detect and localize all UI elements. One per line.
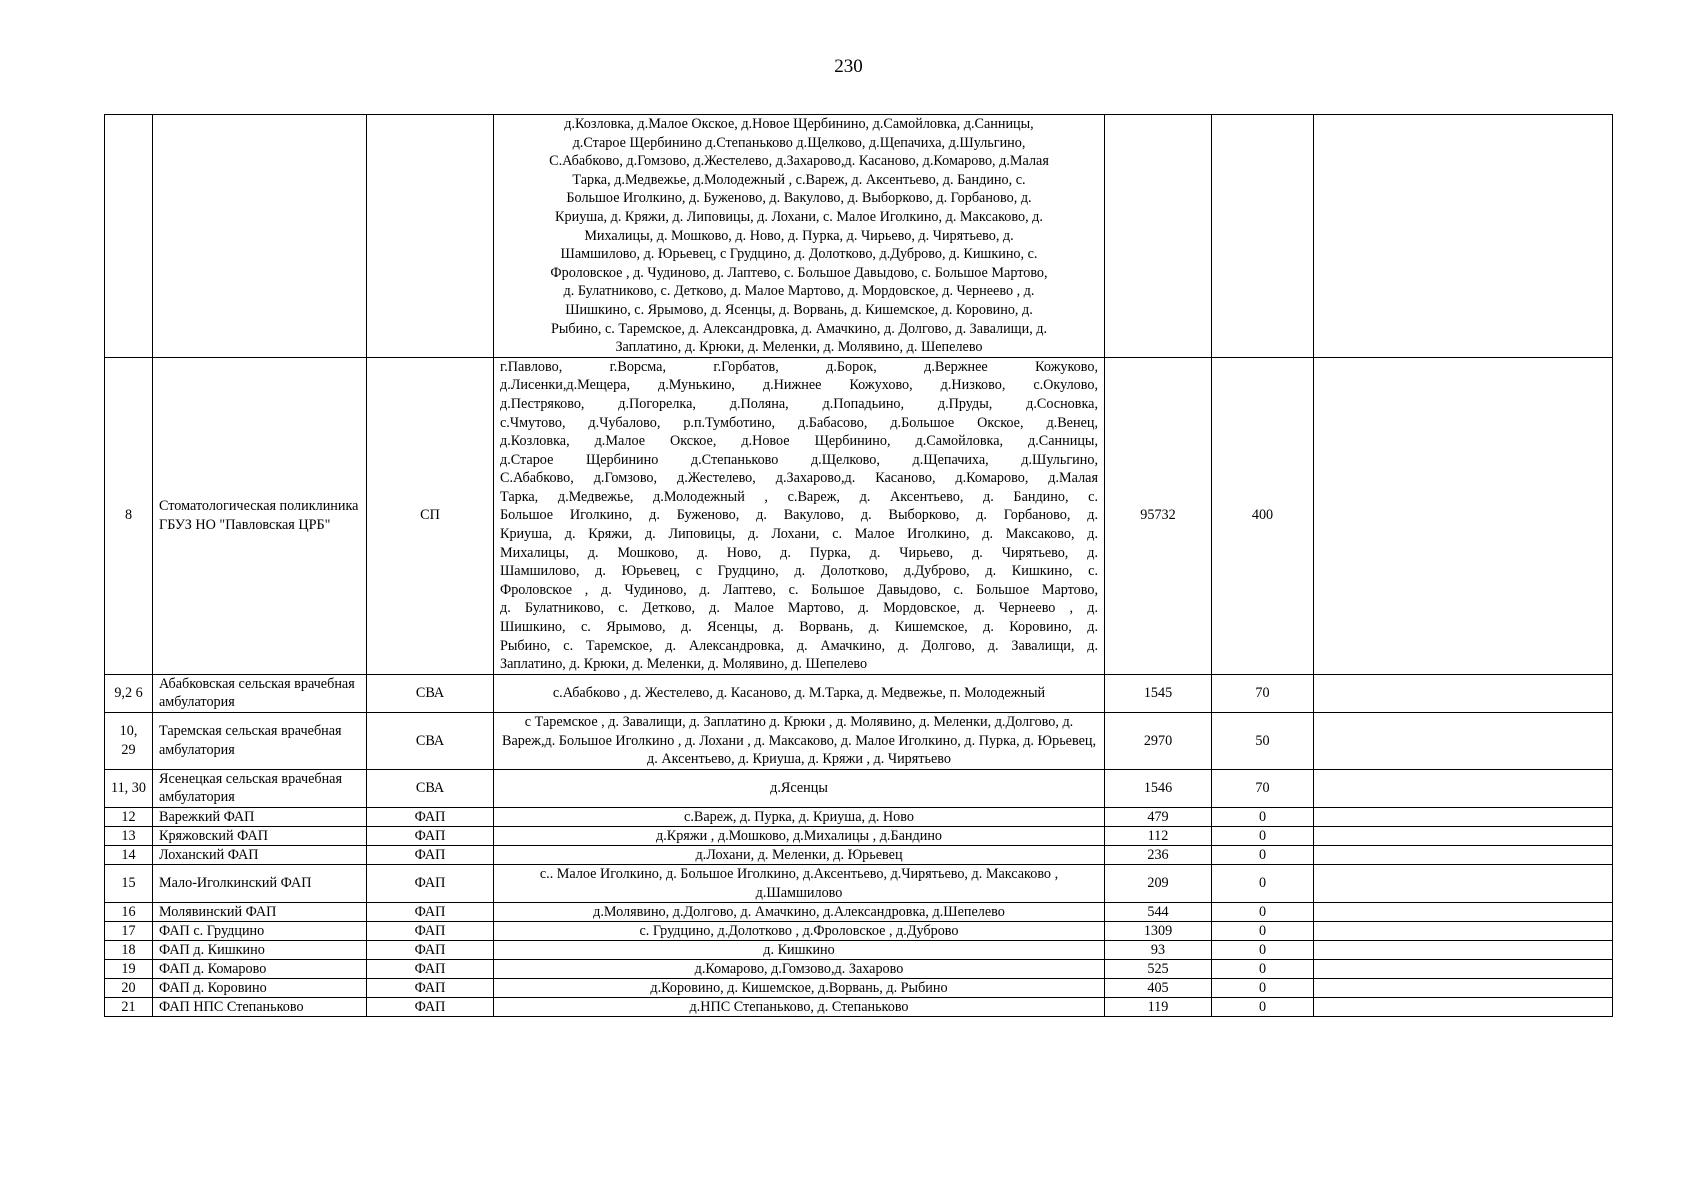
- area-line: д.Пестряково, д.Погорелка, д.Поляна, д.Попадьино, д.Пруды, д.Сосновка,: [500, 395, 1098, 412]
- area-line: д.Старое Щербинино д.Степаньково д.Щелково, д.Щепачиха, д.Шульгино,: [500, 451, 1098, 468]
- area-line: С.Абабково, д.Гомзово, д.Жестелево, д.Захарово,д. Касаново, д.Комарово, д.Малая: [500, 470, 1098, 487]
- cell-population: [1105, 115, 1212, 358]
- cell-note: [1314, 713, 1613, 770]
- cell-area: [494, 115, 1105, 358]
- cell-note: [1314, 864, 1613, 902]
- table-row-8: [105, 357, 1613, 674]
- cell-area: с. Грудцино, д.Долотково , д.Фроловское , д.Дуброво: [494, 922, 1105, 941]
- area-line: Шишкино, с. Ярымово, д. Ясенцы, д. Ворвань, д. Кишемское, д. Коровино, д.: [565, 301, 1033, 318]
- cell-note: [1314, 807, 1613, 826]
- cell-beds: 400: [1212, 357, 1314, 674]
- cell-note: [1314, 998, 1613, 1017]
- cell-type: ФАП: [367, 903, 494, 922]
- area-lines: [500, 358, 1098, 674]
- table-row: [105, 903, 1613, 922]
- cell-type: ФАП: [367, 979, 494, 998]
- cell-name: ФАП д. Комарово: [153, 960, 367, 979]
- cell-name: Ясенецкая сельская врачебная амбулатория: [153, 769, 367, 807]
- cell-population: 405: [1105, 979, 1212, 998]
- cell-note: [1314, 845, 1613, 864]
- area-line: Михалицы, д. Мошково, д. Ново, д. Пурка, д. Чирьево, д. Чирятьево, д.: [500, 544, 1098, 561]
- cell-note: [1314, 903, 1613, 922]
- area-line: д. Булатниково, с. Детково, д. Малое Мартово, д. Мордовское, д. Чернеево , д.: [563, 283, 1035, 300]
- cell-beds: 0: [1212, 998, 1314, 1017]
- table-row: [105, 941, 1613, 960]
- area-line: Фроловское , д. Чудиново, д. Лаптево, с. Большое Давыдово, с. Большое Мартово,: [550, 264, 1048, 281]
- area-line: Шамшилово, д. Юрьевец, с Грудцино, д. Долотково, д.Дуброво, д. Кишкино, с.: [500, 563, 1098, 580]
- area-line: с.Чмутово, д.Чубалово, р.п.Тумботино, д.Бабасово, д.Большое Окское, д.Венец,: [500, 414, 1098, 431]
- cell-beds: 0: [1212, 864, 1314, 902]
- cell-population: 1545: [1105, 674, 1212, 712]
- cell-note: [1314, 357, 1613, 674]
- cell-type: СВА: [367, 674, 494, 712]
- table-row: [105, 769, 1613, 807]
- cell-population: 95732: [1105, 357, 1212, 674]
- cell-type: СВА: [367, 713, 494, 770]
- table-row: [105, 960, 1613, 979]
- cell-population: 2970: [1105, 713, 1212, 770]
- area-line: Заплатино, д. Крюки, д. Меленки, д. Молявино, д. Шепелево: [615, 339, 983, 356]
- cell-population: 525: [1105, 960, 1212, 979]
- table-row: [105, 674, 1613, 712]
- cell-area: д. Кишкино: [494, 941, 1105, 960]
- cell-name: Стоматологическая поликлиника ГБУЗ НО "Павловская ЦРБ": [153, 357, 367, 674]
- cell-num: 21: [105, 998, 153, 1017]
- cell-beds: 50: [1212, 713, 1314, 770]
- cell-num: 11, 30: [105, 769, 153, 807]
- cell-num: 12: [105, 807, 153, 826]
- table-row: [105, 845, 1613, 864]
- area-line: Шамшилово, д. Юрьевец, с Грудцино, д. Долотково, д.Дуброво, д. Кишкино, с.: [560, 246, 1038, 263]
- cell-type: ФАП: [367, 922, 494, 941]
- cell-name: ФАП с. Грудцино: [153, 922, 367, 941]
- cell-name: Таремская сельская врачебная амбулатория: [153, 713, 367, 770]
- area-line: Большое Иголкино, д. Буженово, д. Вакулово, д. Выборково, д. Горбаново, д.: [500, 507, 1098, 524]
- area-line: С.Абабково, д.Гомзово, д.Жестелево, д.Захарово,д. Касаново, д.Комарово, д.Малая: [549, 153, 1049, 170]
- cell-note: [1314, 960, 1613, 979]
- cell-beds: 0: [1212, 941, 1314, 960]
- cell-num: 14: [105, 845, 153, 864]
- cell-type: ФАП: [367, 864, 494, 902]
- area-line: Криуша, д. Кряжи, д. Липовицы, д. Лохани, с. Малое Иголкино, д. Максаково, д.: [555, 208, 1043, 225]
- cell-note: [1314, 979, 1613, 998]
- cell-population: 479: [1105, 807, 1212, 826]
- area-line: Криуша, д. Кряжи, д. Липовицы, д. Лохани, с. Малое Иголкино, д. Максаково, д.: [500, 526, 1098, 543]
- area-line: д.Козловка, д.Малое Окское, д.Новое Щербинино, д.Самойловка, д.Санницы,: [564, 116, 1034, 132]
- cell-area: д.Кряжи , д.Мошково, д.Михалицы , д.Бандино: [494, 826, 1105, 845]
- cell-note: [1314, 769, 1613, 807]
- cell-area: д.Коровино, д. Кишемское, д.Ворвань, д. Рыбино: [494, 979, 1105, 998]
- cell-type: СВА: [367, 769, 494, 807]
- cell-type: ФАП: [367, 941, 494, 960]
- cell-type: ФАП: [367, 807, 494, 826]
- cell-note: [1314, 826, 1613, 845]
- cell-population: 236: [1105, 845, 1212, 864]
- cell-area: д.Ясенцы: [494, 769, 1105, 807]
- table-row: [105, 922, 1613, 941]
- cell-num: 13: [105, 826, 153, 845]
- cell-num: [105, 115, 153, 358]
- cell-type: ФАП: [367, 845, 494, 864]
- cell-type: [367, 115, 494, 358]
- cell-num: 16: [105, 903, 153, 922]
- cell-note: [1314, 922, 1613, 941]
- cell-beds: 70: [1212, 674, 1314, 712]
- area-lines: [500, 115, 1098, 357]
- cell-beds: [1212, 115, 1314, 358]
- cell-area: д.Лохани, д. Меленки, д. Юрьевец: [494, 845, 1105, 864]
- area-line: Шишкино, с. Ярымово, д. Ясенцы, д. Ворвань, д. Кишемское, д. Коровино, д.: [500, 619, 1098, 636]
- cell-name: Кряжовский ФАП: [153, 826, 367, 845]
- cell-area: с.Вареж, д. Пурка, д. Криуша, д. Ново: [494, 807, 1105, 826]
- cell-num: 17: [105, 922, 153, 941]
- area-line: Фроловское , д. Чудиново, д. Лаптево, с. Большое Давыдово, с. Большое Мартово,: [500, 581, 1098, 598]
- cell-num: 20: [105, 979, 153, 998]
- cell-beds: 0: [1212, 807, 1314, 826]
- cell-num: 18: [105, 941, 153, 960]
- cell-note: [1314, 115, 1613, 358]
- area-line: Рыбино, с. Таремское, д. Александровка, д. Амачкино, д. Долгово, д. Завалищи, д.: [550, 320, 1048, 337]
- area-line: Рыбино, с. Таремское, д. Александровка, д. Амачкино, д. Долгово, д. Завалищи, д.: [500, 637, 1098, 654]
- cell-area: с.Абабково , д. Жестелево, д. Касаново, д. М.Тарка, д. Медвежье, п. Молодежный: [494, 674, 1105, 712]
- cell-population: 112: [1105, 826, 1212, 845]
- table-row: [105, 713, 1613, 770]
- table-row: [105, 998, 1613, 1017]
- cell-population: 209: [1105, 864, 1212, 902]
- cell-beds: 0: [1212, 922, 1314, 941]
- area-line: д.Старое Щербинино д.Степаньково д.Щелково, д.Щепачиха, д.Шульгино,: [572, 134, 1026, 151]
- cell-name: Лоханский ФАП: [153, 845, 367, 864]
- table-row: [105, 864, 1613, 902]
- cell-area: с.. Малое Иголкино, д. Большое Иголкино, д.Аксентьево, д.Чирятьево, д. Максаково , д.Шамшилово: [494, 864, 1105, 902]
- cell-area: с Таремское , д. Завалищи, д. Заплатино д. Крюки , д. Молявино, д. Меленки, д.Долгово, д. Вареж,д. Большое Иголкино , д. Лохани , д. Максаково, д. Малое Иголкино, д. Пурка, д. Юрьевец, д. Аксентьево, д. Криуша, д. Кряжи , д. Чирятьево: [494, 713, 1105, 770]
- cell-type: ФАП: [367, 998, 494, 1017]
- cell-beds: 0: [1212, 903, 1314, 922]
- cell-population: 544: [1105, 903, 1212, 922]
- area-line: г.Павлово, г.Ворсма, г.Горбатов, д.Борок, д.Вержнее Кожуково,: [500, 358, 1098, 375]
- area-line: д.Козловка, д.Малое Окское, д.Новое Щербинино, д.Самойловка, д.Санницы,: [500, 433, 1098, 450]
- area-line: Заплатино, д. Крюки, д. Меленки, д. Молявино, д. Шепелево: [500, 656, 868, 673]
- cell-name: ФАП д. Кишкино: [153, 941, 367, 960]
- table-row-continuation: [105, 115, 1613, 358]
- table-row: [105, 826, 1613, 845]
- cell-num: 9,2 6: [105, 674, 153, 712]
- cell-area: д.Комарово, д.Гомзово,д. Захарово: [494, 960, 1105, 979]
- cell-population: 1546: [1105, 769, 1212, 807]
- cell-name: ФАП НПС Степаньково: [153, 998, 367, 1017]
- cell-num: 8: [105, 357, 153, 674]
- facilities-table: [104, 114, 1613, 1017]
- cell-name: Варежкий ФАП: [153, 807, 367, 826]
- cell-type: ФАП: [367, 960, 494, 979]
- table-row: [105, 807, 1613, 826]
- area-line: Большое Иголкино, д. Буженово, д. Вакулово, д. Выборково, д. Горбаново, д.: [566, 190, 1032, 207]
- page-number: 230: [834, 56, 863, 77]
- cell-num: 15: [105, 864, 153, 902]
- cell-population: 1309: [1105, 922, 1212, 941]
- cell-note: [1314, 674, 1613, 712]
- cell-beds: 0: [1212, 826, 1314, 845]
- cell-num: 10, 29: [105, 713, 153, 770]
- area-line: д. Булатниково, с. Детково, д. Малое Мартово, д. Мордовское, д. Чернеево , д.: [500, 600, 1098, 617]
- cell-name: Молявинский ФАП: [153, 903, 367, 922]
- cell-area: д.НПС Степаньково, д. Степаньково: [494, 998, 1105, 1017]
- cell-beds: 0: [1212, 960, 1314, 979]
- cell-beds: 70: [1212, 769, 1314, 807]
- cell-area: д.Молявино, д.Долгово, д. Амачкино, д.Александровка, д.Шепелево: [494, 903, 1105, 922]
- cell-population: 119: [1105, 998, 1212, 1017]
- cell-num: 19: [105, 960, 153, 979]
- cell-population: 93: [1105, 941, 1212, 960]
- cell-beds: 0: [1212, 845, 1314, 864]
- cell-area: [494, 357, 1105, 674]
- cell-note: [1314, 941, 1613, 960]
- cell-type: СП: [367, 357, 494, 674]
- cell-name: [153, 115, 367, 358]
- area-line: Тарка, д.Медвежье, д.Молодежный , с.Вареж, д. Аксентьево, д. Бандино, с.: [572, 171, 1026, 188]
- table-row: [105, 979, 1613, 998]
- cell-name: Мало-Иголкинский ФАП: [153, 864, 367, 902]
- cell-beds: 0: [1212, 979, 1314, 998]
- area-line: д.Лисенки,д.Мещера, д.Мунькино, д.Нижнее Кожухово, д.Низково, с.Окулово,: [500, 377, 1098, 394]
- cell-name: Абабковская сельская врачебная амбулатория: [153, 674, 367, 712]
- cell-name: ФАП д. Коровино: [153, 979, 367, 998]
- area-line: Тарка, д.Медвежье, д.Молодежный , с.Вареж, д. Аксентьево, д. Бандино, с.: [500, 488, 1098, 505]
- cell-type: ФАП: [367, 826, 494, 845]
- area-line: Михалицы, д. Мошково, д. Ново, д. Пурка, д. Чирьево, д. Чирятьево, д.: [584, 227, 1014, 244]
